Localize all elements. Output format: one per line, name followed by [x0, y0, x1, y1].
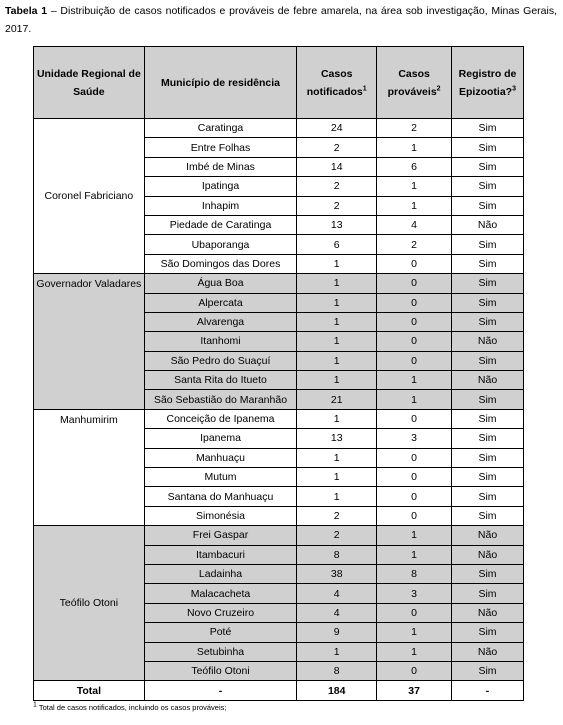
provaveis-cell: 0 [377, 468, 452, 487]
provaveis-cell: 8 [377, 564, 452, 583]
provaveis-cell: 1 [377, 623, 452, 642]
epizootia-cell: Sim [452, 429, 524, 448]
provaveis-cell: 3 [377, 584, 452, 603]
municipio-cell: Setubinha [144, 642, 297, 661]
notificados-cell: 13 [297, 429, 377, 448]
epizootia-cell: Sim [452, 196, 524, 215]
unidade-cell: Coronel Fabriciano [34, 119, 145, 274]
unidade-cell: Manhumirim [34, 409, 145, 525]
provaveis-cell: 1 [377, 138, 452, 157]
notificados-cell: 2 [297, 506, 377, 525]
notificados-cell: 1 [297, 351, 377, 370]
provaveis-cell: 4 [377, 215, 452, 234]
notificados-cell: 2 [297, 138, 377, 157]
total-row [34, 681, 524, 700]
caption-label: Tabela 1 [5, 5, 48, 17]
epizootia-cell: Sim [452, 584, 524, 603]
epizootia-cell: Não [452, 642, 524, 661]
notificados-cell: 1 [297, 468, 377, 487]
municipio-cell: Ubaporanga [144, 235, 297, 254]
epizootia-cell: Sim [452, 409, 524, 428]
table-row [34, 119, 524, 138]
notificados-cell: 1 [297, 448, 377, 467]
notificados-cell: 2 [297, 177, 377, 196]
provaveis-cell: 0 [377, 506, 452, 525]
municipio-cell: Ladainha [144, 564, 297, 583]
provaveis-cell: 6 [377, 157, 452, 176]
header-epizootia: Registro de Epizootia?$^3$ [452, 47, 524, 119]
epizootia-cell: Sim [452, 564, 524, 583]
epizootia-cell: Não [452, 603, 524, 622]
provaveis-cell: 3 [377, 429, 452, 448]
provaveis-cell: 2 [377, 119, 452, 138]
epizootia-cell: Sim [452, 312, 524, 331]
notificados-cell: 1 [297, 274, 377, 293]
notificados-cell: 14 [297, 157, 377, 176]
header-provaveis: Casos prováveis$^2$ [377, 47, 452, 119]
municipio-cell: Itambacuri [144, 545, 297, 564]
provaveis-cell: 1 [377, 371, 452, 390]
unidade-cell: Governador Valadares [34, 274, 145, 410]
notificados-cell: 2 [297, 196, 377, 215]
municipio-cell: Piedade de Caratinga [144, 215, 297, 234]
municipio-cell: Mutum [144, 468, 297, 487]
table-caption [5, 2, 557, 38]
total-provaveis-cell: 37 [377, 681, 452, 700]
provaveis-cell: 1 [377, 177, 452, 196]
header-unidade: Unidade Regional de Saúde [34, 47, 145, 119]
epizootia-cell: Sim [452, 661, 524, 680]
epizootia-cell: Sim [452, 119, 524, 138]
provaveis-cell: 0 [377, 487, 452, 506]
provaveis-cell: 1 [377, 526, 452, 545]
notificados-cell: 4 [297, 603, 377, 622]
municipio-cell: Caratinga [144, 119, 297, 138]
provaveis-cell: 0 [377, 274, 452, 293]
notificados-cell: 1 [297, 371, 377, 390]
notificados-cell: 1 [297, 254, 377, 273]
provaveis-cell: 0 [377, 409, 452, 428]
municipio-cell: Santana do Manhuaçu [144, 487, 297, 506]
municipio-cell: Poté [144, 623, 297, 642]
cases-table [33, 46, 524, 701]
provaveis-cell: 0 [377, 332, 452, 351]
provaveis-cell: 0 [377, 448, 452, 467]
epizootia-cell: Sim [452, 487, 524, 506]
municipio-cell: Manhuaçu [144, 448, 297, 467]
notificados-cell: 24 [297, 119, 377, 138]
notificados-cell: 21 [297, 390, 377, 409]
notificados-cell: 1 [297, 409, 377, 428]
municipio-cell: Ipatinga [144, 177, 297, 196]
municipio-cell: Santa Rita do Itueto [144, 371, 297, 390]
total-notificados-cell: 184 [297, 681, 377, 700]
municipio-cell: Inhapim [144, 196, 297, 215]
notificados-cell: 13 [297, 215, 377, 234]
epizootia-cell: Não [452, 526, 524, 545]
notificados-cell: 38 [297, 564, 377, 583]
epizootia-cell: Sim [452, 138, 524, 157]
notificados-cell: 1 [297, 312, 377, 331]
epizootia-cell: Não [452, 545, 524, 564]
epizootia-cell: Sim [452, 390, 524, 409]
municipio-cell: Frei Gaspar [144, 526, 297, 545]
notificados-cell: 1 [297, 487, 377, 506]
table-row [34, 526, 524, 545]
epizootia-cell: Sim [452, 351, 524, 370]
provaveis-cell: 0 [377, 312, 452, 331]
notificados-cell: 2 [297, 526, 377, 545]
total-label-cell: Total [34, 681, 145, 700]
municipio-cell: Teófilo Otoni [144, 661, 297, 680]
epizootia-cell: Sim [452, 506, 524, 525]
municipio-cell: Alvarenga [144, 312, 297, 331]
epizootia-cell: Sim [452, 157, 524, 176]
epizootia-cell: Sim [452, 623, 524, 642]
provaveis-cell: 2 [377, 235, 452, 254]
caption-text: – Distribuição de casos notificados e prováveis de febre amarela, na área sob investigação, Minas Gerais, 2017. [5, 5, 557, 35]
provaveis-cell: 0 [377, 351, 452, 370]
epizootia-cell: Sim [452, 293, 524, 312]
municipio-cell: São Pedro do Suaçuí [144, 351, 297, 370]
epizootia-cell: Sim [452, 177, 524, 196]
municipio-cell: Novo Cruzeiro [144, 603, 297, 622]
table-row [34, 409, 524, 428]
table-row [34, 274, 524, 293]
notificados-cell: 4 [297, 584, 377, 603]
provaveis-cell: 0 [377, 254, 452, 273]
municipio-cell: Conceição de Ipanema [144, 409, 297, 428]
provaveis-cell: 0 [377, 603, 452, 622]
notificados-cell: 1 [297, 293, 377, 312]
provaveis-cell: 0 [377, 661, 452, 680]
notificados-cell: 8 [297, 661, 377, 680]
epizootia-cell: Não [452, 332, 524, 351]
notificados-cell: 8 [297, 545, 377, 564]
municipio-cell: Alpercata [144, 293, 297, 312]
provaveis-cell: 1 [377, 642, 452, 661]
total-epizootia-cell: - [452, 681, 524, 700]
provaveis-cell: 1 [377, 196, 452, 215]
provaveis-cell: 1 [377, 545, 452, 564]
notificados-cell: 1 [297, 332, 377, 351]
total-municipio-cell: - [144, 681, 297, 700]
provaveis-cell: 0 [377, 293, 452, 312]
epizootia-cell: Não [452, 371, 524, 390]
municipio-cell: Simonésia [144, 506, 297, 525]
notificados-cell: 1 [297, 642, 377, 661]
epizootia-cell: Sim [452, 254, 524, 273]
municipio-cell: São Domingos das Dores [144, 254, 297, 273]
table-header-row [34, 47, 524, 119]
unidade-cell: Teófilo Otoni [34, 526, 145, 681]
notificados-cell: 6 [297, 235, 377, 254]
municipio-cell: Imbé de Minas [144, 157, 297, 176]
table-body [34, 119, 524, 701]
epizootia-cell: Sim [452, 274, 524, 293]
epizootia-cell: Sim [452, 468, 524, 487]
epizootia-cell: Sim [452, 448, 524, 467]
header-municipio: Município de residência [144, 47, 297, 119]
notificados-cell: 9 [297, 623, 377, 642]
municipio-cell: Entre Folhas [144, 138, 297, 157]
provaveis-cell: 1 [377, 390, 452, 409]
epizootia-cell: Não [452, 215, 524, 234]
municipio-cell: São Sebastião do Maranhão [144, 390, 297, 409]
epizootia-cell: Sim [452, 235, 524, 254]
municipio-cell: Malacacheta [144, 584, 297, 603]
header-notificados: Casos notificados$^1$ [297, 47, 377, 119]
municipio-cell: Ipanema [144, 429, 297, 448]
footnote: $^1$ Total de casos notificados, incluindo os casos prováveis; [33, 701, 227, 712]
municipio-cell: Água Boa [144, 274, 297, 293]
municipio-cell: Itanhomi [144, 332, 297, 351]
